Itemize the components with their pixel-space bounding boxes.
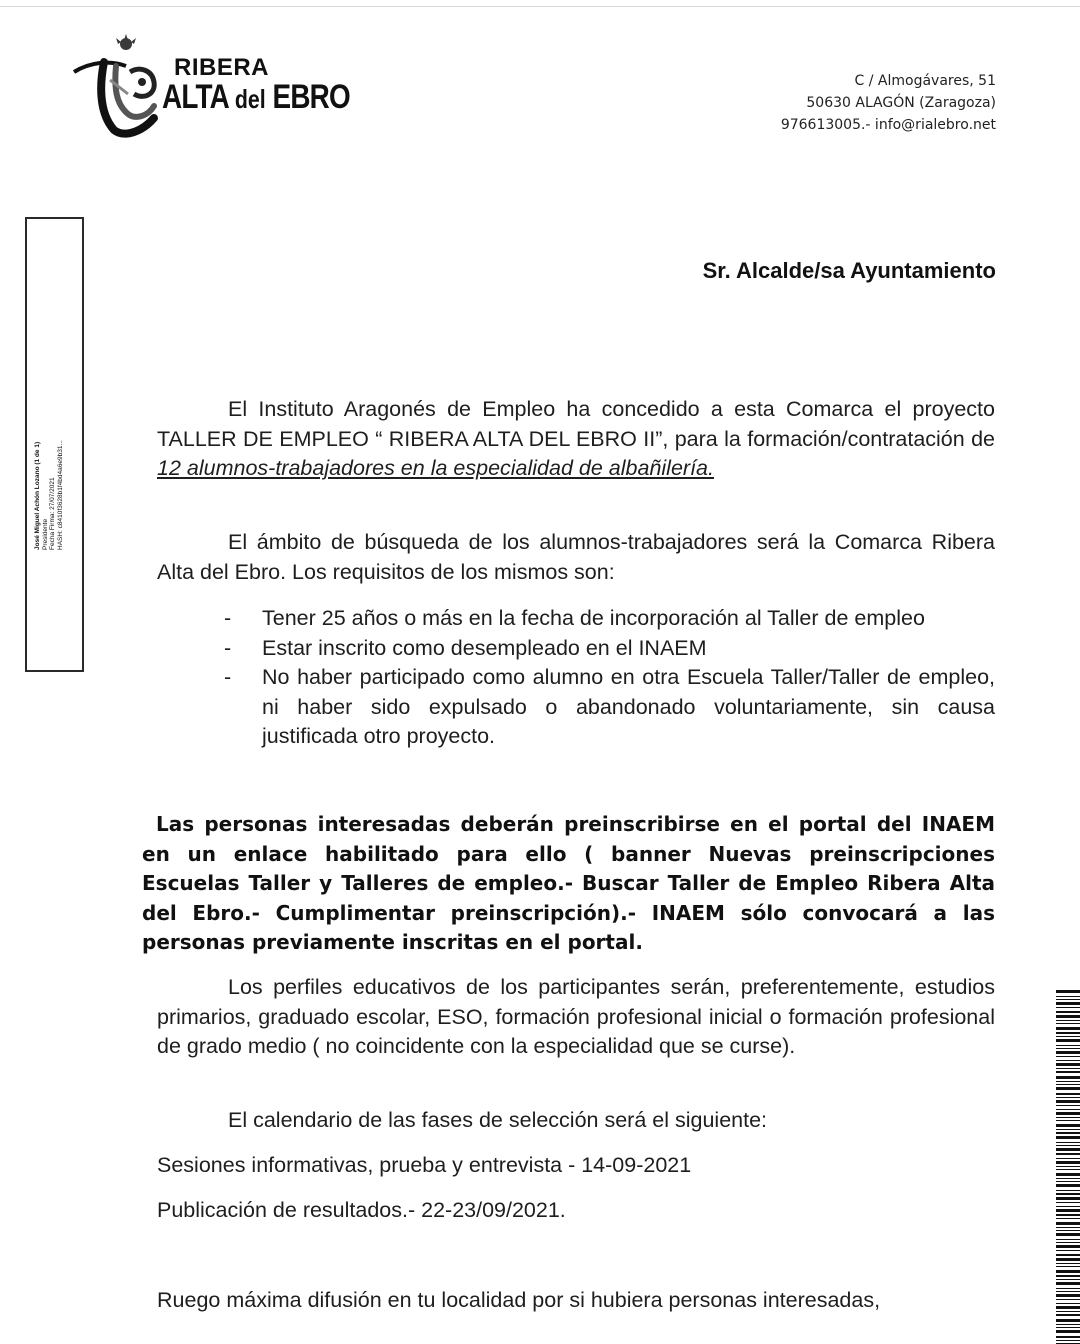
schedule-results: Publicación de resultados.- 22-23/09/2021. [157, 1198, 566, 1222]
address-city: 50630 ALAGÓN (Zaragoza) [806, 95, 996, 111]
barcode-stripe [1056, 1314, 1080, 1316]
barcode-stripe [1056, 1239, 1080, 1240]
barcode-stripe [1056, 1181, 1080, 1182]
logo-text-alta-del-ebro: ALTA del EBRO [162, 78, 350, 116]
barcode-stripe [1056, 1105, 1080, 1106]
barcode-stripe [1056, 1071, 1080, 1073]
barcode-stripe [1056, 1209, 1080, 1212]
barcode-stripe [1056, 1230, 1080, 1231]
barcode-stripe [1056, 1336, 1080, 1338]
top-divider [0, 6, 1080, 7]
barcode-stripe [1056, 1120, 1080, 1121]
recipient: Sr. Alcalde/sa Ayuntamiento [702, 258, 996, 283]
address-street: C / Almogávares, 51 [854, 73, 996, 89]
barcode-stripe [1056, 1242, 1080, 1243]
address-contact: 976613005.- info@rialebro.net [780, 117, 996, 133]
bold-notice: Las personas interesadas deberán preinscribirse en el portal del INAEM en un enlace habilitado para ello ( banner Nuevas preinscripciones Escuelas Taller y Talleres de empleo.- Buscar Taller de Empleo Ribera Alta del Ebro.- Cumplimentar preinscripción).- INAEM sólo convocará a las personas previamente inscritas en el portal. [142, 812, 995, 954]
barcode-stripe [1056, 1245, 1080, 1248]
barcode-stripe [1056, 1002, 1080, 1005]
barcode-stripe [1056, 1319, 1080, 1322]
barcode-stripe [1056, 1288, 1080, 1289]
barcode-stripe [1056, 1032, 1080, 1034]
barcode-stripe [1056, 1117, 1080, 1118]
barcode-stripe [1056, 1340, 1080, 1341]
barcode-stripe [1056, 1129, 1080, 1130]
barcode-stripe [1056, 999, 1080, 1000]
barcode-stripe [1056, 1311, 1080, 1312]
barcode-stripe [1056, 1227, 1080, 1228]
barcode-stripe [1056, 1011, 1080, 1013]
barcode-stripe [1056, 1161, 1080, 1164]
barcode-stripe [1056, 1279, 1080, 1280]
barcode-stripe [1056, 1153, 1080, 1155]
barcode-stripe [1056, 1007, 1080, 1008]
barcode-stripe [1056, 1266, 1080, 1267]
barcode-stripe [1056, 1258, 1080, 1261]
signer-name: José Miguel Achón Lozano (1 de 1) [34, 441, 41, 550]
signature-text [34, 350, 64, 550]
list-item: - Tener 25 años o más en la fecha de incorporación al Taller de empleo [224, 606, 925, 630]
barcode-stripe [1056, 1330, 1080, 1333]
barcode-stripe [1056, 1136, 1080, 1139]
barcode-stripe [1056, 1254, 1080, 1256]
barcode-stripe [1056, 1218, 1080, 1219]
barcode-stripe [1056, 1233, 1080, 1236]
barcode-stripe [1056, 1145, 1080, 1146]
barcode-stripe [1056, 1112, 1080, 1115]
barcode-stripe [1056, 1015, 1080, 1018]
barcode-stripe [1056, 1275, 1080, 1277]
barcode-stripe [1056, 1250, 1080, 1251]
barcode-stripe [1056, 1166, 1080, 1167]
barcode-stripe [1056, 1214, 1080, 1216]
barcode-stripe [1056, 996, 1080, 997]
logo-text-ribera: RIBERA [174, 54, 270, 81]
barcode-stripe [1056, 1193, 1080, 1195]
barcode-stripe [1056, 1324, 1080, 1325]
barcode-stripe [1056, 990, 1080, 993]
barcode-stripe [1056, 1190, 1080, 1191]
paragraph-project: El Instituto Aragonés de Empleo ha concedido a esta Comarca el proyecto TALLER DE EMPLEO “ RIBERA ALTA DEL EBRO II”, para la formación/contratación de 12 alumnos-trabajadores en la especialidad de albañilería. [157, 397, 995, 480]
schedule-sessions: Sesiones informativas, prueba y entrevista - 14-09-2021 [157, 1153, 692, 1177]
barcode-stripe [1056, 1039, 1080, 1042]
barcode-stripe [1056, 1068, 1080, 1069]
barcode-stripe [1056, 1124, 1080, 1127]
barcode-stripe [1056, 1202, 1080, 1203]
barcode-stripe [1056, 1056, 1080, 1057]
barcode-stripe [1056, 1084, 1080, 1085]
barcode-stripe [1056, 1023, 1080, 1024]
list-item: - No haber participado como alumno en otra Escuela Taller/Taller de empleo, ni haber sido expulsado o abandonado voluntariamente, sin causa justificada otro proyecto. [224, 665, 995, 748]
barcode-stripe [1056, 1206, 1080, 1207]
barcode-stripe [1056, 1027, 1080, 1030]
signature-hash: HASH: c8410f3628b1f4bd4a6e9b31... [56, 440, 64, 550]
barcode-stripe [1056, 1294, 1080, 1297]
paragraph-calendar: El calendario de las fases de selección será el siguiente: [228, 1108, 768, 1132]
underlined-highlight: 12 alumnos-trabajadores en la especialidad de albañilería. [157, 456, 714, 480]
barcode-stripe [1056, 1020, 1080, 1021]
barcode-stripe [1056, 1173, 1080, 1176]
barcode-stripe [1056, 1327, 1080, 1328]
barcode-stripe [1056, 1093, 1080, 1095]
barcode-stripe [1056, 1178, 1080, 1179]
paragraph-scope: El ámbito de búsqueda de los alumnos-trabajadores será la Comarca Ribera Alta del Ebro. Los requisitos de los mismos son: [157, 530, 995, 584]
barcode-stripe [1056, 1132, 1080, 1134]
signature-date: Fecha Firma: 27/07/2021 [49, 477, 56, 550]
barcode-image [1056, 990, 1080, 1344]
barcode-stripe [1056, 1063, 1080, 1066]
barcode-stripe [1056, 1270, 1080, 1273]
barcode-stripe [1056, 1076, 1080, 1079]
barcode-stripe [1056, 1184, 1080, 1187]
barcode-stripe [1056, 1109, 1080, 1110]
barcode-stripe [1056, 1048, 1080, 1049]
barcode-stripe [1056, 1060, 1080, 1061]
barcode-stripe [1056, 1299, 1080, 1300]
barcode-stripe [1056, 1087, 1080, 1090]
barcode-stripe [1056, 1158, 1080, 1159]
barcode-stripe [1056, 1222, 1080, 1225]
closing-line: Ruego máxima difusión en tu localidad por si hubiera personas interesadas, [157, 1288, 881, 1312]
barcode-stripe [1056, 1045, 1080, 1046]
barcode-stripe [1056, 1306, 1080, 1309]
barcode-stripe [1056, 1036, 1080, 1037]
signer-role: Presidente [41, 518, 49, 550]
barcode-stripe [1056, 1303, 1080, 1304]
requirements-list [222, 604, 995, 752]
barcode-stripe [1056, 1051, 1080, 1054]
sender-address [781, 70, 996, 136]
barcode-stripe [1056, 1263, 1080, 1264]
barcode-stripe [1056, 1197, 1080, 1200]
barcode-stripe [1056, 1169, 1080, 1170]
comarca-logo [70, 32, 360, 142]
barcode-stripe [1056, 1142, 1080, 1143]
barcode-stripe [1056, 1100, 1080, 1103]
barcode-stripe [1056, 1291, 1080, 1292]
barcode-stripe [1056, 1148, 1080, 1151]
barcode-stripe [1056, 1097, 1080, 1098]
barcode-stripe [1056, 1081, 1080, 1082]
paragraph-profiles: Los perfiles educativos de los participantes serán, preferentemente, estudios primarios, graduado escolar, ESO, formación profesional inicial o formación profesional de grado medio ( no coincidente con la especialidad que se curse). [157, 975, 995, 1058]
barcode-stripe [1056, 1282, 1080, 1285]
list-item: - Estar inscrito como desempleado en el INAEM [224, 635, 707, 660]
